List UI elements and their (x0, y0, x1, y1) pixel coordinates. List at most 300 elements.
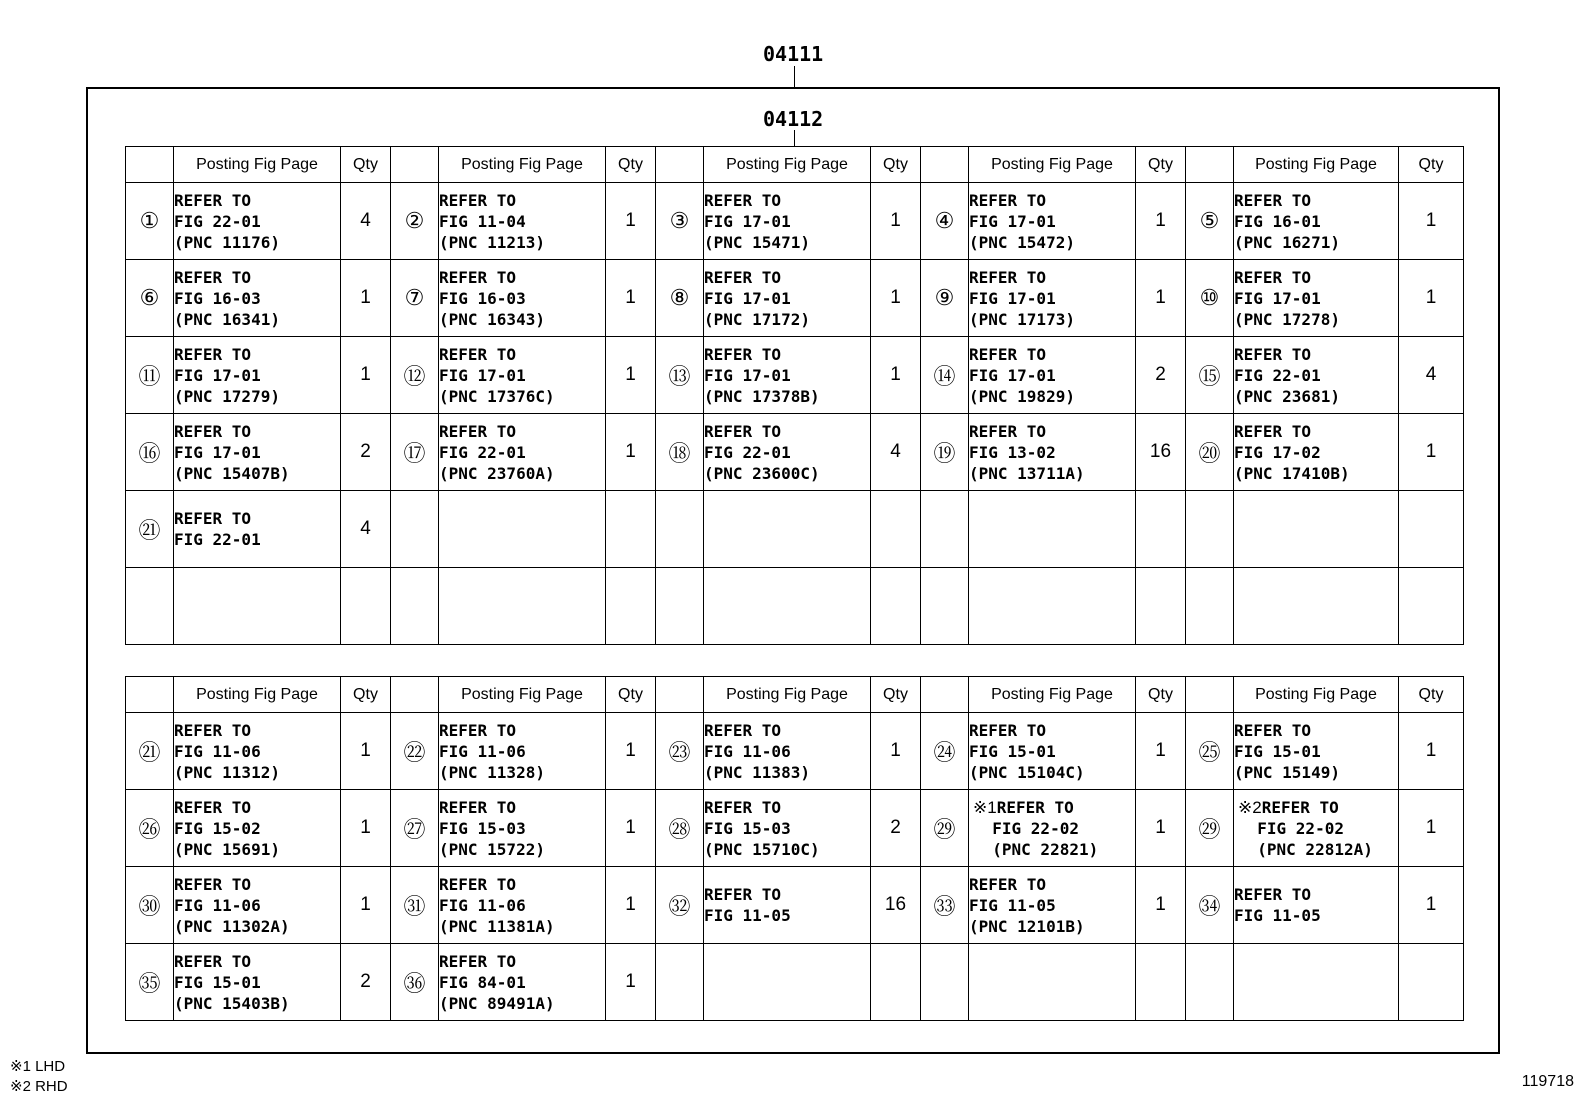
reference-line: REFER TO (174, 720, 252, 740)
reference-line: (PNC 23760A) (439, 463, 555, 483)
table-row (126, 491, 1464, 568)
reference-line: (PNC 15472) (969, 232, 1075, 252)
reference-line: (PNC 16341) (174, 309, 280, 329)
item-number: ⑰ (391, 414, 439, 491)
reference-line: REFER TO (704, 421, 782, 441)
qty-header: Qty (871, 147, 921, 183)
reference-line: FIG 22-01 (439, 442, 526, 462)
item-number: ㉚ (126, 867, 174, 944)
posting-fig-page-cell (969, 491, 1136, 568)
reference-line: (PNC 16343) (439, 309, 545, 329)
index-header (656, 677, 704, 713)
posting-fig-page-cell (704, 414, 871, 491)
item-number (921, 568, 969, 645)
reference-line: REFER TO (1234, 720, 1312, 740)
qty-cell: 1 (606, 713, 656, 790)
posting-fig-page-header: Posting Fig Page (969, 677, 1136, 713)
item-number: ㉙ (921, 790, 969, 867)
reference-line: FIG 17-01 (704, 211, 791, 231)
item-number: ⑪ (126, 337, 174, 414)
reference-line: REFER TO (439, 951, 517, 971)
table-row (126, 867, 1464, 944)
reference-line: (PNC 15471) (704, 232, 810, 252)
reference-line: FIG 17-01 (704, 365, 791, 385)
reference-line: REFER TO (439, 267, 517, 287)
reference-line: REFER TO (439, 797, 517, 817)
reference-line: (PNC 15407B) (174, 463, 290, 483)
reference-line: (PNC 17376C) (439, 386, 555, 406)
posting-fig-page-cell (1234, 944, 1399, 1021)
reference-line: FIG 17-01 (969, 365, 1056, 385)
item-number: ㉘ (656, 790, 704, 867)
reference-line: (PNC 15710C) (704, 839, 820, 859)
reference-line: REFER TO (1234, 190, 1312, 210)
reference-line: (PNC 19829) (969, 386, 1075, 406)
inner-leader-line (794, 130, 795, 147)
reference-line: (PNC 13711A) (969, 463, 1085, 483)
item-number (1186, 568, 1234, 645)
item-number: ㊱ (391, 944, 439, 1021)
item-number (656, 944, 704, 1021)
qty-cell: 16 (1136, 414, 1186, 491)
qty-cell: 1 (871, 260, 921, 337)
posting-fig-page-cell (439, 713, 606, 790)
reference-line: (PNC 11302A) (174, 916, 290, 936)
item-number: ③ (656, 183, 704, 260)
posting-fig-page-cell (439, 944, 606, 1021)
posting-fig-page-header: Posting Fig Page (439, 147, 606, 183)
qty-cell (1136, 491, 1186, 568)
reference-line: FIG 22-01 (174, 530, 261, 549)
posting-fig-page-cell (1234, 260, 1399, 337)
reference-line: (PNC 89491A) (439, 993, 555, 1013)
qty-cell: 1 (1399, 713, 1464, 790)
reference-line: FIG 11-06 (174, 895, 261, 915)
item-number: ㉖ (126, 790, 174, 867)
reference-line: (PNC 22821) (973, 839, 1099, 859)
reference-line: (PNC 11328) (439, 762, 545, 782)
reference-line: FIG 15-02 (174, 818, 261, 838)
reference-line: (PNC 17410B) (1234, 463, 1350, 483)
reference-table-upper (125, 146, 1464, 645)
reference-line: FIG 84-01 (439, 972, 526, 992)
reference-line: FIG 11-06 (439, 895, 526, 915)
reference-line: REFER TO (174, 344, 252, 364)
item-number (1186, 491, 1234, 568)
item-number: ㉜ (656, 867, 704, 944)
posting-fig-page-cell (439, 867, 606, 944)
reference-line: (PNC 17278) (1234, 309, 1340, 329)
reference-line: REFER TO (174, 421, 252, 441)
posting-fig-page-header: Posting Fig Page (1234, 677, 1399, 713)
reference-line: REFER TO (996, 797, 1074, 817)
posting-fig-page-header: Posting Fig Page (174, 677, 341, 713)
index-header (921, 677, 969, 713)
table-row (126, 260, 1464, 337)
qty-cell (871, 491, 921, 568)
posting-fig-page-cell (969, 183, 1136, 260)
qty-header: Qty (606, 147, 656, 183)
item-number: ㉓ (656, 713, 704, 790)
qty-cell: 1 (341, 867, 391, 944)
note-mark: ※2 (1238, 797, 1262, 817)
qty-cell (1399, 944, 1464, 1021)
reference-line: REFER TO (439, 344, 517, 364)
posting-fig-page-cell (704, 491, 871, 568)
table-row (126, 337, 1464, 414)
index-header (921, 147, 969, 183)
reference-line: REFER TO (174, 951, 252, 971)
qty-cell (871, 568, 921, 645)
qty-cell: 1 (606, 944, 656, 1021)
posting-fig-page-cell (1234, 414, 1399, 491)
qty-cell: 4 (341, 491, 391, 568)
posting-fig-page-cell (174, 867, 341, 944)
qty-cell: 1 (341, 337, 391, 414)
item-number: ⑯ (126, 414, 174, 491)
posting-fig-page-cell (1234, 790, 1399, 867)
reference-line: FIG 11-06 (704, 741, 791, 761)
qty-cell: 1 (871, 183, 921, 260)
item-number: ⑧ (656, 260, 704, 337)
reference-line: (PNC 17173) (969, 309, 1075, 329)
reference-line: REFER TO (1234, 344, 1312, 364)
qty-cell (606, 568, 656, 645)
posting-fig-page-cell (439, 414, 606, 491)
reference-line: (PNC 15722) (439, 839, 545, 859)
posting-fig-page-cell (969, 944, 1136, 1021)
reference-line: REFER TO (174, 874, 252, 894)
qty-cell: 1 (341, 713, 391, 790)
posting-fig-page-header: Posting Fig Page (174, 147, 341, 183)
reference-line: REFER TO (969, 874, 1047, 894)
qty-cell (1399, 491, 1464, 568)
qty-cell: 4 (341, 183, 391, 260)
footnote-rhd: ※2 RHD (10, 1078, 68, 1095)
reference-line: REFER TO (704, 885, 782, 904)
item-number: ㉑ (126, 713, 174, 790)
qty-cell: 16 (871, 867, 921, 944)
posting-fig-page-cell (439, 337, 606, 414)
qty-cell: 2 (871, 790, 921, 867)
reference-line: REFER TO (969, 344, 1047, 364)
reference-line: FIG 11-05 (704, 906, 791, 925)
reference-line: REFER TO (969, 267, 1047, 287)
qty-cell (871, 944, 921, 1021)
posting-fig-page-cell (1234, 183, 1399, 260)
item-number: ⑤ (1186, 183, 1234, 260)
qty-cell: 4 (1399, 337, 1464, 414)
reference-line: FIG 15-01 (174, 972, 261, 992)
reference-line: FIG 17-01 (1234, 288, 1321, 308)
table-row (126, 944, 1464, 1021)
item-number (656, 568, 704, 645)
posting-fig-page-cell (704, 337, 871, 414)
reference-line: FIG 17-01 (174, 442, 261, 462)
item-number: ㉟ (126, 944, 174, 1021)
qty-header: Qty (1136, 147, 1186, 183)
qty-cell: 1 (1399, 414, 1464, 491)
qty-cell (606, 491, 656, 568)
item-number: ⑥ (126, 260, 174, 337)
reference-line: REFER TO (174, 797, 252, 817)
footnote-lhd: ※1 LHD (10, 1058, 66, 1075)
reference-line: FIG 15-01 (969, 741, 1056, 761)
reference-line: (PNC 16271) (1234, 232, 1340, 252)
item-number: ⑱ (656, 414, 704, 491)
posting-fig-page-cell (969, 790, 1136, 867)
qty-cell (1136, 568, 1186, 645)
reference-line: REFER TO (174, 190, 252, 210)
posting-fig-page-cell (439, 568, 606, 645)
reference-line: REFER TO (439, 720, 517, 740)
posting-fig-page-header: Posting Fig Page (704, 147, 871, 183)
qty-cell: 2 (341, 414, 391, 491)
posting-fig-page-cell (439, 260, 606, 337)
posting-fig-page-cell (1234, 713, 1399, 790)
index-header (126, 677, 174, 713)
qty-cell: 1 (606, 260, 656, 337)
posting-fig-page-cell (439, 183, 606, 260)
posting-fig-page-cell (1234, 867, 1399, 944)
item-number: ㉗ (391, 790, 439, 867)
item-number: ⑭ (921, 337, 969, 414)
posting-fig-page-cell (439, 790, 606, 867)
reference-line: REFER TO (1234, 885, 1312, 904)
index-header (126, 147, 174, 183)
reference-line: REFER TO (174, 267, 252, 287)
reference-line: FIG 17-01 (704, 288, 791, 308)
qty-cell (341, 568, 391, 645)
qty-header: Qty (871, 677, 921, 713)
reference-line: FIG 16-03 (174, 288, 261, 308)
item-number: ⑮ (1186, 337, 1234, 414)
qty-header: Qty (1399, 677, 1464, 713)
reference-line: REFER TO (704, 190, 782, 210)
qty-cell: 1 (606, 414, 656, 491)
posting-fig-page-cell (969, 713, 1136, 790)
posting-fig-page-cell (174, 491, 341, 568)
index-header (1186, 147, 1234, 183)
item-number: ④ (921, 183, 969, 260)
posting-fig-page-cell (969, 337, 1136, 414)
reference-line: (PNC 15691) (174, 839, 280, 859)
qty-header: Qty (606, 677, 656, 713)
index-header (1186, 677, 1234, 713)
qty-cell: 1 (341, 260, 391, 337)
item-number: ② (391, 183, 439, 260)
reference-line: FIG 11-05 (1234, 906, 1321, 925)
item-number: ㉑ (126, 491, 174, 568)
qty-header: Qty (1399, 147, 1464, 183)
posting-fig-page-cell (704, 568, 871, 645)
qty-cell (1136, 944, 1186, 1021)
index-header (656, 147, 704, 183)
qty-cell: 1 (606, 790, 656, 867)
item-number: ⑳ (1186, 414, 1234, 491)
reference-line: (PNC 17378B) (704, 386, 820, 406)
reference-line: REFER TO (1234, 421, 1312, 441)
item-number: ⑨ (921, 260, 969, 337)
posting-fig-page-cell (174, 790, 341, 867)
reference-line: FIG 11-06 (174, 741, 261, 761)
item-number: ⑫ (391, 337, 439, 414)
reference-line: FIG 17-01 (174, 365, 261, 385)
item-number: ㉞ (1186, 867, 1234, 944)
reference-table-lower (125, 676, 1464, 1021)
reference-line: (PNC 15403B) (174, 993, 290, 1013)
reference-line: REFER TO (1261, 797, 1339, 817)
table-row (126, 568, 1464, 645)
index-header (391, 677, 439, 713)
qty-cell: 1 (606, 867, 656, 944)
posting-fig-page-cell (174, 414, 341, 491)
reference-line: FIG 22-01 (1234, 365, 1321, 385)
posting-fig-page-cell (1234, 568, 1399, 645)
reference-line: REFER TO (704, 720, 782, 740)
reference-line: REFER TO (1234, 267, 1312, 287)
item-number: ㉛ (391, 867, 439, 944)
item-number: ㉝ (921, 867, 969, 944)
posting-fig-page-header: Posting Fig Page (969, 147, 1136, 183)
reference-line: (PNC 15149) (1234, 762, 1340, 782)
reference-line: (PNC 17279) (174, 386, 280, 406)
posting-fig-page-cell (969, 568, 1136, 645)
posting-fig-page-cell (704, 183, 871, 260)
qty-cell: 1 (1399, 790, 1464, 867)
reference-line: REFER TO (704, 344, 782, 364)
reference-line: REFER TO (439, 874, 517, 894)
posting-fig-page-cell (174, 944, 341, 1021)
item-number: ㉙ (1186, 790, 1234, 867)
qty-cell: 1 (871, 713, 921, 790)
reference-line: FIG 11-05 (969, 895, 1056, 915)
item-number (1186, 944, 1234, 1021)
qty-cell: 2 (341, 944, 391, 1021)
qty-cell: 1 (1136, 260, 1186, 337)
reference-line: (PNC 11381A) (439, 916, 555, 936)
reference-line: FIG 22-01 (704, 442, 791, 462)
item-number (126, 568, 174, 645)
reference-line: FIG 22-02 (1238, 818, 1344, 838)
outer-assembly-label: 04111 (763, 42, 824, 66)
posting-fig-page-cell (704, 944, 871, 1021)
reference-line: (PNC 11213) (439, 232, 545, 252)
table-header-row (126, 147, 1464, 183)
posting-fig-page-cell (174, 260, 341, 337)
item-number: ㉔ (921, 713, 969, 790)
posting-fig-page-cell (174, 337, 341, 414)
posting-fig-page-cell (174, 713, 341, 790)
qty-cell: 1 (1399, 183, 1464, 260)
item-number (656, 491, 704, 568)
item-number: ㉕ (1186, 713, 1234, 790)
reference-line: REFER TO (969, 720, 1047, 740)
table-row (126, 183, 1464, 260)
reference-line: FIG 15-01 (1234, 741, 1321, 761)
reference-line: FIG 16-03 (439, 288, 526, 308)
posting-fig-page-cell (704, 867, 871, 944)
posting-fig-page-header: Posting Fig Page (1234, 147, 1399, 183)
reference-line: REFER TO (704, 267, 782, 287)
item-number: ⑬ (656, 337, 704, 414)
qty-cell (1399, 568, 1464, 645)
qty-header: Qty (341, 677, 391, 713)
reference-line: REFER TO (969, 190, 1047, 210)
qty-cell: 1 (1136, 790, 1186, 867)
item-number (921, 944, 969, 1021)
posting-fig-page-cell (969, 414, 1136, 491)
table-row (126, 790, 1464, 867)
qty-cell: 4 (871, 414, 921, 491)
reference-line: FIG 15-03 (704, 818, 791, 838)
note-mark: ※1 (973, 797, 997, 817)
qty-cell: 1 (606, 337, 656, 414)
qty-cell: 1 (871, 337, 921, 414)
posting-fig-page-header: Posting Fig Page (439, 677, 606, 713)
reference-line: FIG 15-03 (439, 818, 526, 838)
table-row (126, 414, 1464, 491)
inner-assembly-label: 04112 (763, 107, 824, 131)
reference-line: REFER TO (439, 421, 517, 441)
reference-line: FIG 11-04 (439, 211, 526, 231)
reference-line: FIG 13-02 (969, 442, 1056, 462)
reference-line: REFER TO (969, 421, 1047, 441)
table-header-row (126, 677, 1464, 713)
reference-line: FIG 22-02 (973, 818, 1079, 838)
qty-cell: 1 (606, 183, 656, 260)
qty-header: Qty (341, 147, 391, 183)
reference-line: (PNC 12101B) (969, 916, 1085, 936)
reference-line: FIG 16-01 (1234, 211, 1321, 231)
reference-line: (PNC 11176) (174, 232, 280, 252)
posting-fig-page-cell (704, 260, 871, 337)
reference-line: (PNC 23681) (1234, 386, 1340, 406)
posting-fig-page-cell (969, 867, 1136, 944)
reference-line: (PNC 11383) (704, 762, 810, 782)
posting-fig-page-cell (704, 790, 871, 867)
qty-cell: 1 (1399, 260, 1464, 337)
posting-fig-page-cell (174, 568, 341, 645)
qty-cell: 1 (1136, 183, 1186, 260)
figure-number: 119718 (1521, 1073, 1574, 1090)
posting-fig-page-cell (969, 260, 1136, 337)
qty-cell: 1 (1136, 867, 1186, 944)
reference-line: (PNC 17172) (704, 309, 810, 329)
reference-line: REFER TO (439, 190, 517, 210)
posting-fig-page-header: Posting Fig Page (704, 677, 871, 713)
item-number (921, 491, 969, 568)
item-number: ⑦ (391, 260, 439, 337)
index-header (391, 147, 439, 183)
qty-header: Qty (1136, 677, 1186, 713)
posting-fig-page-cell (439, 491, 606, 568)
reference-line: (PNC 15104C) (969, 762, 1085, 782)
reference-line: (PNC 11312) (174, 762, 280, 782)
reference-line: (PNC 23600C) (704, 463, 820, 483)
item-number (391, 568, 439, 645)
item-number: ⑩ (1186, 260, 1234, 337)
qty-cell: 1 (1136, 713, 1186, 790)
qty-cell: 2 (1136, 337, 1186, 414)
reference-line: FIG 17-01 (439, 365, 526, 385)
reference-line: FIG 17-01 (969, 211, 1056, 231)
posting-fig-page-cell (704, 713, 871, 790)
posting-fig-page-cell (1234, 491, 1399, 568)
reference-line: REFER TO (704, 797, 782, 817)
posting-fig-page-cell (1234, 337, 1399, 414)
item-number (391, 491, 439, 568)
